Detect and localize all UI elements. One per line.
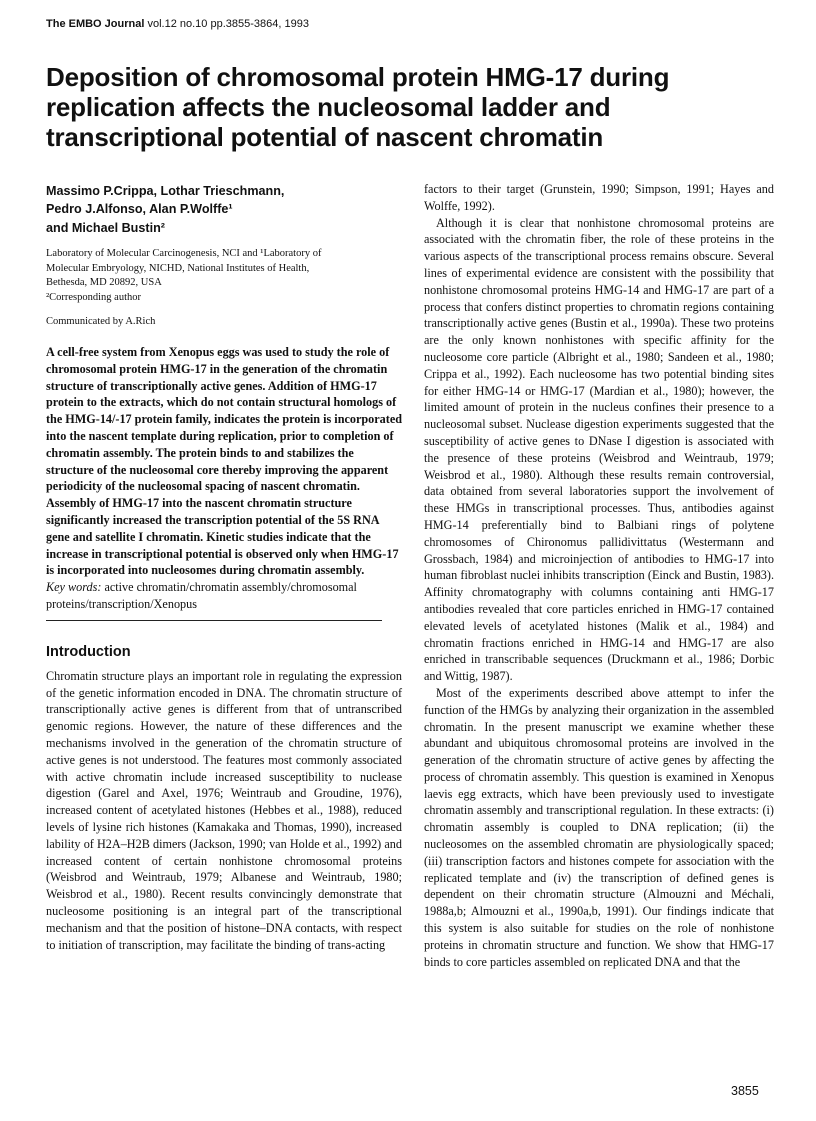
body-paragraph: factors to their target (Grunstein, 1990; Simpson, 1991; Hayes and Wolffe, 1992). — [424, 182, 774, 213]
abstract-divider — [46, 620, 382, 621]
keywords — [46, 579, 402, 613]
keywords-label: Key words: — [46, 580, 102, 595]
section-heading-introduction: Introduction — [46, 643, 131, 660]
affiliation-line: Molecular Embryology, NICHD, National Institutes of Health, — [46, 262, 310, 274]
journal-header — [46, 18, 309, 30]
affiliation-line: Laboratory of Molecular Carcinogenesis, NCI and ¹Laboratory of — [46, 247, 322, 259]
authors-line: and Michael Bustin² — [46, 220, 165, 235]
title-line: transcriptional potential of nascent chromatin — [46, 122, 604, 152]
affiliation-line: Bethesda, MD 20892, USA — [46, 277, 162, 289]
title-line: Deposition of chromosomal protein HMG-17 during — [46, 62, 670, 92]
authors — [46, 182, 402, 237]
corresponding-author-note: ²Corresponding author — [46, 292, 142, 304]
body-paragraph: Most of the experiments described above attempt to infer the function of the HMGs by analyzing their organization in the assembled chromatin. In the present manuscript we examine whether these abundant and ubiquitous chromosomal proteins are involved in the generation of the chromatin structure of active genes by affecting the process of chromatin assembly. This question is examined in Xenopus laevis egg extracts, which have been previously used to investigate chromatin assembly and transcriptional regulation. In these extracts: (i) chromatin assembly is coupled to DNA replication; (ii) the nucleosomes on the assembled chromatin are physiologically spaced; (iii) transcription factors and histones compete for association with the replicated template and (iv) the transcription of defined genes is dependent on their chromatin structure (Almouzni and Méchali, 1988a,b; Almouzni et al., 1990a,b, 1991). Our findings indicate that this system is also suitable for studies on the role of nonhistone proteins in chromatin structure and function. We show that HMG-17 binds to core particles assembled on replicated DNA and that the — [424, 685, 774, 969]
authors-line: Pedro J.Alfonso, Alan P.Wolffe¹ — [46, 202, 233, 217]
abstract: A cell-free system from Xenopus eggs was used to study the role of chromosomal protein HMG-17 in the generation of the chromatin structure of transcriptionally active genes. Addition of HMG-17 protein to the extracts, which do not contain structural homologs of the HMG-14/-17 protein family, indicates the protein is incorporated into the nascent template during replication, prior to completion of chromatin assembly. The protein binds to and stabilizes the structure of the nucleosomal core thereby improving the apparent periodicity of the nucleosomal spacing of nascent chromatin. Assembly of HMG-17 into the nascent chromatin structure significantly increased the transcription potential of the 5S RNA gene and satellite I chromatin. Kinetic studies indicate that the increase in transcriptional potential is observed only when HMG-17 is incorporated into nucleosomes during chromatin assembly. — [46, 345, 403, 578]
journal-name: The EMBO Journal — [46, 18, 145, 30]
intro-paragraph: Chromatin structure plays an important role in regulating the expression of the genetic information encoded in DNA. The chromatin structure of transcriptionally active genes is different from that of untranscribed genomic regions. However, the nature of these differences and the mechanisms involved in the generation of the chromatin structure of active genes is not understood. The features most commonly associated with active chromatin include increased susceptibility to nuclease digestion (Garel and Axel, 1976; Weintraub and Groudine, 1976), increased content of acetylated histones (Hebbes et al., 1988), reduced levels of lysine rich histones (Kamakaka and Thomas, 1990), increased lability of H2A–H2B dimers (Jackson, 1990; van Holde et al., 1992) and increased content of certain nonhistone chromosomal proteins (Weisbrod and Weintraub, 1979; Albanese and Weintraub, 1980; Weisbrod et al., 1980). Recent results convincingly demonstrate that nucleosome positioning is an integral part of the transcriptional mechanism and that the position of histone–DNA contacts, with respect to initiation of transcription, may facilitate the binding of trans-acting — [46, 668, 402, 952]
communicated-by: Communicated by A.Rich — [46, 316, 156, 328]
article-title — [46, 62, 776, 152]
right-column — [424, 181, 774, 970]
title-line: replication affects the nucleosomal ladder and — [46, 92, 611, 122]
affiliation — [46, 247, 402, 306]
left-column — [46, 182, 402, 953]
page-number: 3855 — [731, 1084, 759, 1098]
journal-citation: vol.12 no.10 pp.3855-3864, 1993 — [144, 18, 309, 30]
body-paragraph: Although it is clear that nonhistone chromosomal proteins are associated with the chromatin fiber, the role of these proteins in the various aspects of the transcriptional process remains obscure. Several lines of experimental evidence are consistent with the possibility that nonhistone chromosomal proteins HMG-14 and HMG-17 are part of a process that confers distinct properties to chromatin regions containing transcriptionally active genes (Bustin et al., 1990a). These two proteins are the only known nonhistones with specific affinity for the nucleosome core particle (Albright et al., 1980; Sandeen et al., 1980; Crippa et al., 1992). Each nucleosome has two potential binding sites for either HMG-14 or HMG-17 (Mardian et al., 1980); however, the limited amount of protein in the nucleus confines their presence to a nucleosomal subset. Nuclease digestion experiments suggested that the susceptibility of active genes to DNase I digestion is associated with the presence of these proteins (Weisbrod and Weintraub, 1979; Weisbrod et al., 1980). Although these results remain controversial, data obtained from several laboratories support the involvement of these HMGs in transcriptional processes. Thus, antibodies against HMG-14 preferentially bind to Balbiani rings of polytene chromosomes of Chironomus pallidivittatus (Westermann and Grossbach, 1984) and microinjection of antibodies to HMG-17 into human fibroblast nuclei inhibits transcription (Einck and Bustin, 1983). Affinity chromatography with columns containing anti HMG-17 antibodies revealed that core particles enriched in HMG-17 contained elevated levels of acetylated histones (Malik et al., 1984) and chromatin fractions enriched in HMG-14 and HMG-17 are also enriched in transcribable sequences (Druckmann et al., 1986; Dorbic and Wittig, 1987). — [424, 215, 774, 684]
authors-line: Massimo P.Crippa, Lothar Trieschmann, — [46, 184, 285, 198]
keywords-text: active chromatin/chromatin assembly/chromosomal proteins/transcription/Xenopus — [46, 580, 357, 612]
